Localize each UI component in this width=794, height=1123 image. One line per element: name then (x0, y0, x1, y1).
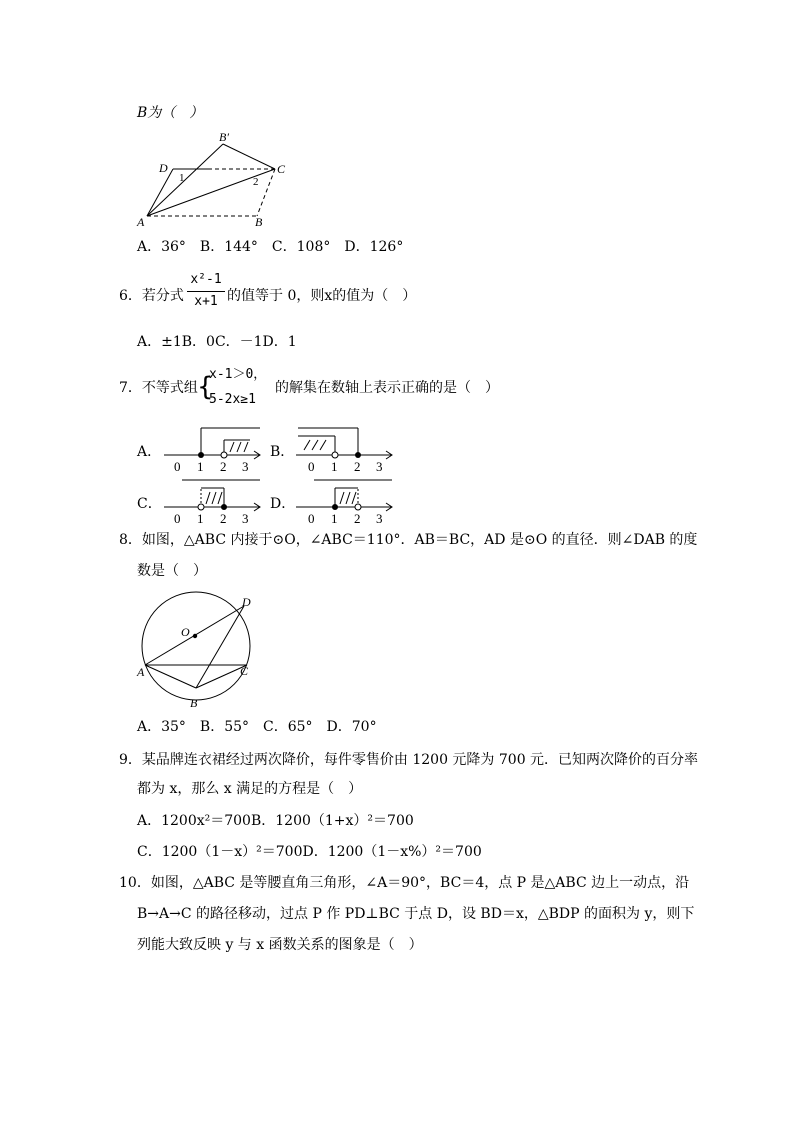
tick-1: 1 (331, 459, 338, 474)
q9-options-cd: C．1200（1－x）²＝700D．1200（1－x%）²＝700 (137, 844, 482, 860)
q9-options-ab: A．1200x²＝700B．1200（1+x）²＝700 (137, 813, 414, 829)
tick-2: 2 (354, 459, 361, 474)
q7-opt-a-label: A． (137, 444, 162, 460)
q8-label-d: D (242, 595, 251, 609)
q6-denominator: x+1 (194, 294, 218, 309)
q8-circle-figure (133, 590, 263, 712)
tick-0: 0 (308, 511, 315, 526)
q7-numberline-d (292, 476, 402, 526)
q8-options: A．35° B．55° C．65° D．70° (137, 719, 377, 735)
q8-line1: 8．如图，△ABC 内接于⊙O，∠ABC＝110°．AB＝BC，AD 是⊙O 的直径．则∠DAB 的度 (119, 532, 698, 548)
q9-line1: 9．某品牌连衣裙经过两次降价，每件零售价由 1200 元降为 700 元．已知两次降价的百分率 (119, 752, 699, 768)
q5-label-b: B (255, 215, 263, 228)
q5-options: A．36° B．144° C．108° D．126° (137, 239, 404, 255)
q7-line1: x-1＞0， (209, 367, 267, 382)
q5-figure (135, 128, 295, 228)
q6-fraction-bar (187, 291, 225, 292)
q5-label-c: C (277, 162, 286, 176)
q7-prefix: 7．不等式组 (119, 380, 198, 396)
q5-label-d: D (159, 161, 168, 175)
q7-line2: 5-2x≥1 (209, 392, 256, 407)
q7-opt-b-label: B． (270, 444, 295, 460)
tick-0: 0 (308, 459, 315, 474)
q10-line2: B→A→C 的路径移动，过点 P 作 PD⊥BC 于点 D，设 BD＝x，△BDP 的面积为 y，则下 (137, 906, 695, 922)
tick-1: 1 (197, 459, 204, 474)
tick-2: 2 (220, 459, 227, 474)
q8-label-a: A (137, 665, 145, 679)
tick-2: 2 (354, 511, 361, 526)
q6-suffix: 的值等于 0，则x的值为（ ） (227, 288, 417, 304)
q8-label-o: O (181, 625, 190, 639)
q9-line2: 都为 x，那么 x 满足的方程是（ ） (137, 781, 363, 797)
tick-3: 3 (242, 459, 249, 474)
q10-line3: 列能大致反映 y 与 x 函数关系的图象是（ ） (137, 937, 423, 953)
q7-opt-c-label: C． (137, 496, 162, 512)
q7-numberline-b (292, 424, 402, 474)
tick-3: 3 (376, 459, 383, 474)
tick-3: 3 (376, 511, 383, 526)
tick-1: 1 (331, 511, 338, 526)
q7-opt-d-label: D． (270, 496, 296, 512)
tick-3: 3 (242, 511, 249, 526)
tick-1: 1 (197, 511, 204, 526)
q5-label-1: 1 (179, 172, 185, 184)
tick-0: 0 (174, 459, 181, 474)
q7-numberline-c (160, 476, 270, 526)
q8-label-c: C (240, 664, 249, 678)
q6-prefix: 6．若分式 (119, 288, 184, 304)
q10-line1: 10．如图，△ABC 是等腰直角三角形，∠A＝90°，BC＝4，点 P 是△ABC 边上一动点，沿 (119, 875, 690, 891)
q7-brace: { (197, 372, 214, 402)
q8-line2: 数是（ ） (137, 563, 207, 579)
q5-label-bprime: B′ (219, 130, 229, 144)
q5-tail: B为（ ） (137, 105, 204, 121)
tick-2: 2 (220, 511, 227, 526)
q5-label-2: 2 (253, 176, 259, 188)
q6-options: A．±1B．0C．－1D．1 (137, 334, 297, 350)
q6-numerator: x²-1 (190, 272, 222, 287)
q7-suffix: 的解集在数轴上表示正确的是（ ） (275, 380, 499, 396)
q8-label-b: B (190, 696, 198, 710)
tick-0: 0 (174, 511, 181, 526)
q7-numberline-a (160, 424, 270, 474)
q5-label-a: A (137, 215, 145, 228)
